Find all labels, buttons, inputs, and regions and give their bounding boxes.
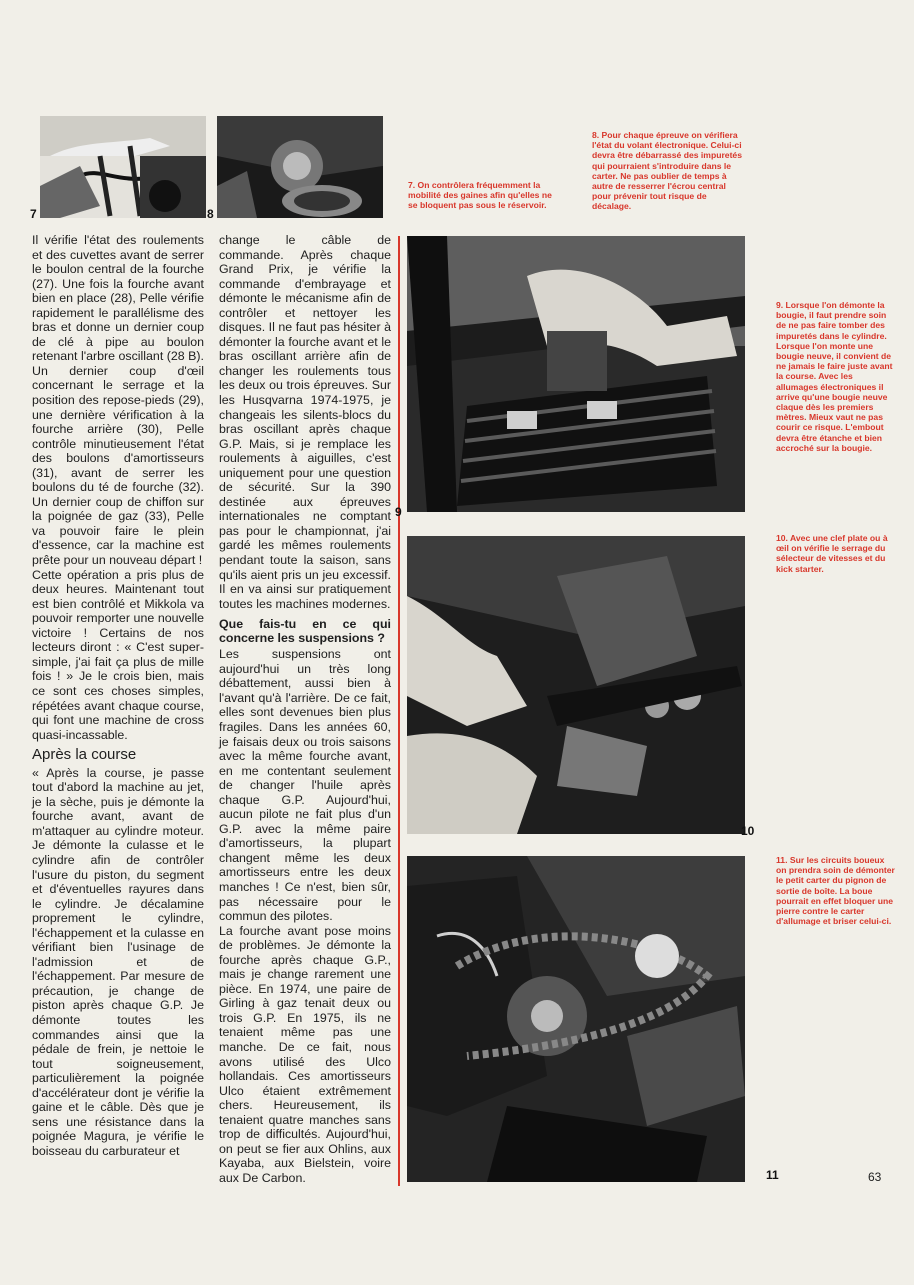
photo-11 xyxy=(407,856,745,1182)
page-number: 63 xyxy=(868,1170,882,1184)
photo-10-illustration xyxy=(407,536,745,834)
article-column-2 xyxy=(219,233,391,1185)
column1-paragraph-1: Il vérifie l'état des roulements et des cuvettes avant de serrer le boulon central de la fourche (27). Une fois la fourche avant bien en place (28), Pelle vérifie rapidement le parallélisme des bras et donne un dernier coup de clé à pipe au boulon retenant l'arbre oscillant (28 B). Un dernier coup d'œil concernant le serrage et la position des repose-pieds (29), une dernière vérification à la fourche arrière (30), Pelle contrôle minutieusement l'état des boulons d'amortisseurs (31), avant de serrer les boulons du té de fourche (32). Un dernier coup de chiffon sur la poignée de gaz (33), Pelle va pouvoir faire le plein d'essence, car la machine est prête pour un nouveau départ ! xyxy=(32,233,204,568)
fig-11-number: 11 xyxy=(766,1168,779,1182)
section-heading-apres-la-course: Après la course xyxy=(32,746,137,764)
column1-paragraph-3: « Après la course, je passe tout d'abord la machine au jet, je la sèche, puis je démonte la fourche avant, avant de m'attaquer au cylindre moteur. Je démonte la culasse et le cylindre afin de contrôler l'usure du piston, du segment et d'éventuelles rayures dans le cylindre. Je décalamine proprement le cylindre, l'échappement et la culasse en vérifiant bien l'usinage de l'admission et de l'échappement. Par mesure de précaution, je change de piston après chaque G.P. Je démonte toutes les commandes ainsi que la pédale de frein, je nettoie le tout soigneusement, particulièrement la poignée d'accélérateur dont je vérifie la gaine et le câble. Dès que je sens une résistance dans la poignée Magura, je vérifie le boisseau du carburateur et xyxy=(32,765,204,1158)
column1-paragraph-2: Cette opération a pris plus de deux heures. Maintenant tout est bien contrôlé et Mikkola va pouvoir remporter une nouvelle victoire ! Certains de nos lecteurs diront : « C'est super-simple, j'ai fait ça plus de mille fois ! » Je le crois bien, mais ce sont ces choses simples, répétées avant chaque course, qui font une machine de cross quasi-incassable. xyxy=(32,567,204,742)
fig-9-number: 9 xyxy=(395,505,402,519)
caption-7: 7. On contrôlera fréquemment la mobilité des gaines afin qu'elles ne se bloquent pas sous le réservoir. xyxy=(408,180,552,211)
photo-9 xyxy=(407,236,745,512)
column2-paragraph-2: Les suspensions ont aujourd'hui un très long débattement, aussi bien à l'avant qu'à l'arrière. De ce fait, elles sont devenues bien plus fragiles. Dans les années 60, je faisais deux ou trois saisons avec la même fourche avant, en me contentant seulement de changer l'huile après chaque G.P. Aujourd'hui, aucun pilote ne fait plus d'un G.P. avec la même paire d'amortisseurs, la plupart changent même les deux amortisseurs entre les deux manches ! Ce n'est, bien sûr, pas nécessaire pour le commun des pilotes. xyxy=(219,647,391,924)
caption-11: 11. Sur les circuits boueux on prendra soin de démonter le petit carter du pignon de sortie de boîte. La boue pourrait en effet bloquer une pierre contre le carter d'allumage et briser celui-ci. xyxy=(776,855,895,927)
column2-paragraph-1: change le câble de commande. Après chaque Grand Prix, je vérifie la commande d'embrayage et démonte le mécanisme afin de contrôler et nettoyer les disques. Il ne faut pas hésiter à démonter la fourche avant et le bras oscillant arrière afin de changer les roulements tous les deux ou trois épreuves. Sur les Husqvarna 1974-1975, je changeais les silents-blocs du bras oscillant après chaque G.P. Mais, si je remplace les roulements à aiguilles, c'est uniquement pour une question de sécurité. Sur la 390 destinée aux épreuves internationales ne comptant pas pour le championnat, j'ai gardé les mêmes roulements pendant toute la saison, sans qu'ils aient pris un jeu excessif. Il en va ainsi sur pratiquement toutes les machines modernes. xyxy=(219,233,391,611)
interview-question: Que fais-tu en ce qui concerne les suspensions ? xyxy=(219,617,391,646)
fig-8-number: 8 xyxy=(207,207,214,221)
column2-paragraph-3: La fourche avant pose moins de problèmes. Je démonte la fourche après chaque G.P., mais je change rarement une pièce. En 1974, une paire de Girling à gaz tenait deux ou trois G.P. En 1975, ils ne tenaient même pas une manche. De ce fait, nous avons utilisé des Ulco hollandais. Ces amortisseurs Ulco étaient extrêmement chers. Heureusement, ils tenaient quatre manches sans trop de difficultés. Aujourd'hui, on peut se fier aux Ohlins, aux Kayaba, aux Bielstein, voire aux De Carbon. xyxy=(219,923,391,1185)
photo-8-illustration xyxy=(217,116,383,218)
photo-7-illustration xyxy=(40,116,206,218)
article-column-1 xyxy=(32,233,204,1158)
caption-9: 9. Lorsque l'on démonte la bougie, il faut prendre soin de ne pas faire tomber des impuretés dans le cylindre. Lorsque l'on monte une bougie neuve, il convient de ne jamais le faire juste avant la course. Avec les allumages électroniques il arrive qu'une bougie neuve claque dès les premiers mètres. Mieux vaut ne pas courir ce risque. L'embout devra être étanche et bien accroché sur la bougie. xyxy=(776,300,893,453)
fig-7-number: 7 xyxy=(30,207,37,221)
photo-7 xyxy=(40,116,206,218)
photo-11-illustration xyxy=(407,856,745,1182)
fig-10-number: 10 xyxy=(741,824,755,838)
caption-10: 10. Avec une clef plate ou à œil on vérifie le serrage du sélecteur de vitesses et du kick starter. xyxy=(776,533,888,574)
red-divider-rule xyxy=(398,236,400,1186)
photo-10 xyxy=(407,536,745,834)
caption-8: 8. Pour chaque épreuve on vérifiera l'état du volant électronique. Celui-ci devra être débarrassé des impuretés qui pourraient s'introduire dans le carter. Ne pas oublier de temps à autre de resserrer l'écrou central pour prévenir tout risque de décalage. xyxy=(592,130,742,212)
photo-9-illustration xyxy=(407,236,745,512)
photo-8 xyxy=(217,116,383,218)
